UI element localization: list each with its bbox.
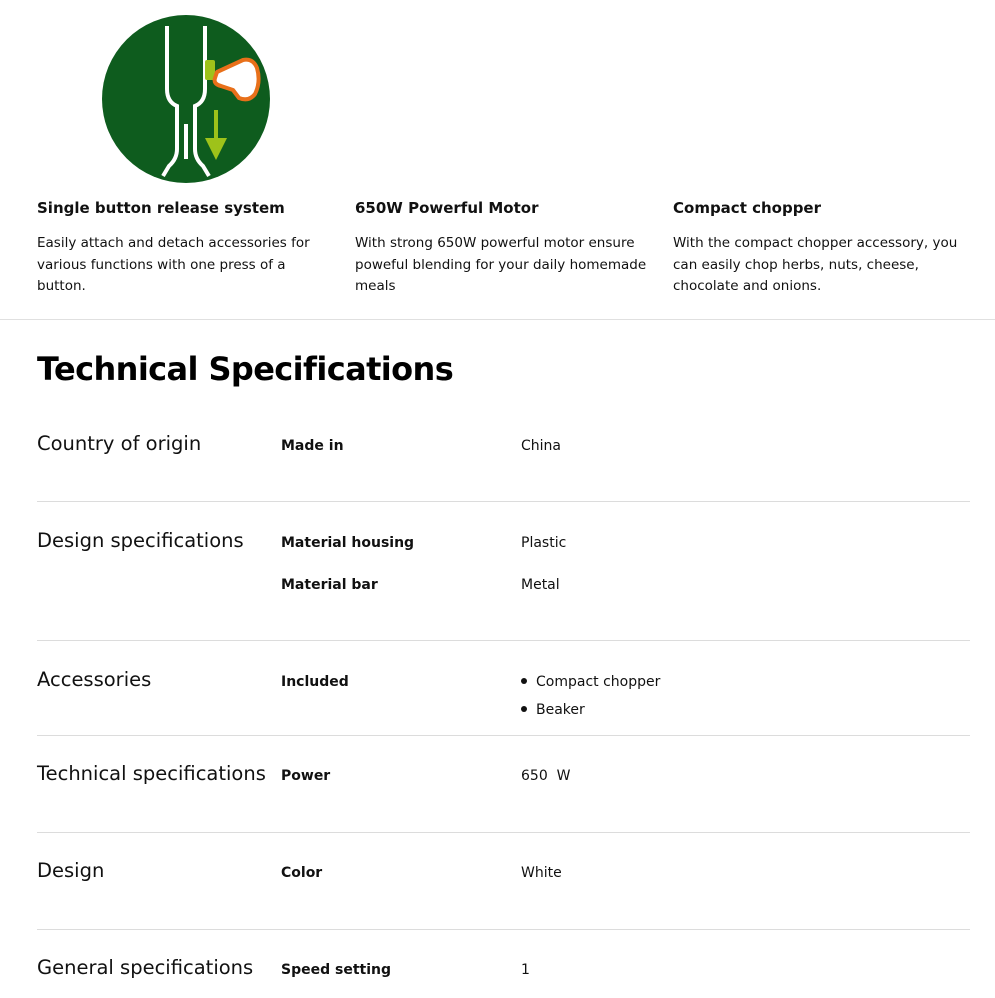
feature-motor	[355, 197, 655, 298]
spec-value: Plastic	[521, 535, 567, 551]
spec-label: Material bar	[281, 577, 378, 593]
feature-title: 650W Powerful Motor	[355, 199, 539, 217]
row-divider	[37, 501, 970, 502]
spec-group-title: Accessories	[37, 668, 152, 691]
accessory-list-item	[521, 674, 660, 690]
spec-title: Technical Specifications	[37, 350, 454, 388]
feature-description: With the compact chopper accessory, you can easily chop herbs, nuts, cheese, chocolate and onions.	[673, 235, 958, 294]
spec-value: Metal	[521, 577, 560, 593]
accessory-name: Compact chopper	[536, 674, 661, 690]
bullet-icon	[521, 678, 527, 684]
spec-label: Included	[281, 674, 349, 690]
feature-title: Compact chopper	[673, 199, 822, 217]
feature-title: Single button release system	[37, 199, 285, 217]
accessory-list-item	[521, 702, 585, 718]
spec-group-title: Country of origin	[37, 432, 202, 455]
spec-value: White	[521, 865, 562, 881]
spec-group-technical-specifications	[37, 762, 970, 833]
spec-group-accessories	[37, 668, 970, 736]
bullet-icon	[521, 706, 527, 712]
spec-group-design-specifications	[37, 529, 970, 641]
row-divider	[37, 640, 970, 641]
spec-label: Speed setting	[281, 962, 391, 978]
row-divider	[37, 735, 970, 736]
spec-label: Material housing	[281, 535, 415, 551]
feature-description: Easily attach and detach accessories for various functions with one press of a button.	[37, 235, 310, 294]
spec-value: 650 W	[521, 768, 571, 784]
spec-group-title: Technical specifications	[37, 762, 266, 785]
release-button-icon	[101, 14, 271, 184]
spec-value: China	[521, 438, 561, 454]
feature-description: With strong 650W powerful motor ensure poweful blending for your daily homemade meals	[355, 235, 647, 294]
row-divider	[37, 929, 970, 930]
spec-value: 1	[521, 962, 530, 978]
spec-group-title: Design	[37, 859, 105, 882]
row-divider	[37, 832, 970, 833]
feature-release-system	[37, 197, 337, 298]
spec-label: Color	[281, 865, 323, 881]
feature-section	[0, 0, 995, 320]
spec-label: Power	[281, 768, 331, 784]
accessory-name: Beaker	[536, 702, 585, 718]
spec-label: Made in	[281, 438, 344, 454]
spec-group-title: Design specifications	[37, 529, 244, 552]
spec-group-design	[37, 859, 970, 930]
spec-group-general-specifications	[37, 956, 970, 996]
spec-group-title: General specifications	[37, 956, 254, 979]
section-divider	[0, 319, 995, 320]
spec-group-country	[37, 432, 970, 502]
feature-chopper	[673, 197, 973, 298]
